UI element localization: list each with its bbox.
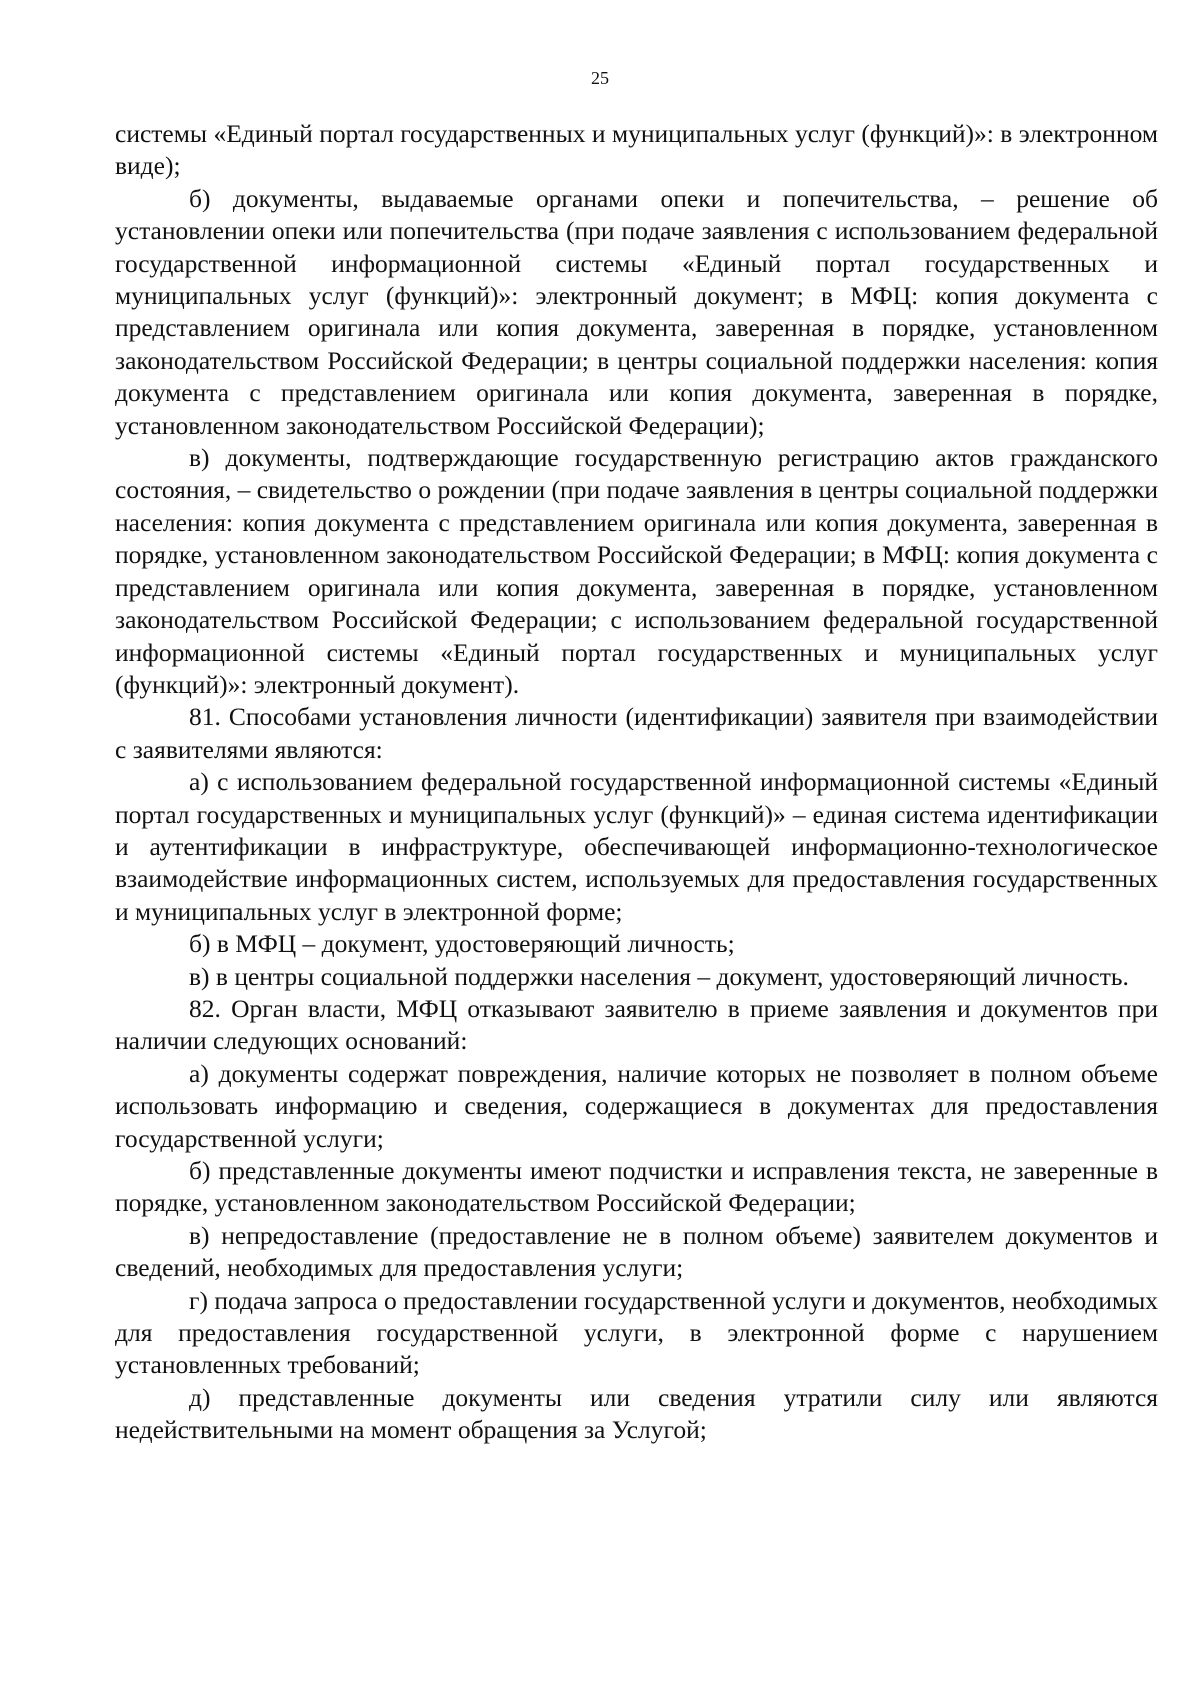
paragraph: б) документы, выдаваемые органами опеки и попечительства, – решение об установлении опеки или попечительства (при подаче заявления с использованием федеральной государственной информационной системы «Единый портал государственных и муниципальных услуг (функций)»: электронный документ; в МФЦ: копия документа с представлением оригинала или копия документа, заверенная в порядке, установленном законодательством Российской Федерации; в центры социальной поддержки населения: копия документа с представлением оригинала или копия документа, заверенная в порядке, установленном законодательством Российской Федерации); <box>115 183 1158 440</box>
page-number: 25 <box>591 68 609 88</box>
paragraph: б) в МФЦ – документ, удостоверяющий личность; <box>189 929 735 959</box>
paragraph: в) непредоставление (предоставление не в полном объеме) заявителем документов и сведений, необходимых для предоставления услуги; <box>115 1220 1158 1283</box>
paragraph: в) документы, подтверждающие государственную регистрацию актов гражданского состояния, – свидетельство о рождении (при подаче заявления в центры социальной поддержки населения: копия документа с представлением оригинала или копия документа, заверенная в порядке, установленном законодательством Российской Федерации; в МФЦ: копия документа с представлением оригинала или копия документа, заверенная в порядке, установленном законодательством Российской Федерации; с использованием федеральной государственной информационной системы «Единый портал государственных и муниципальных услуг (функций)»: электронный документ). <box>115 443 1158 699</box>
paragraph: а) документы содержат повреждения, наличие которых не позволяет в полном объеме использовать информацию и сведения, содержащиеся в документах для предоставления государственной услуги; <box>115 1058 1158 1153</box>
paragraph: д) представленные документы или сведения утратили силу или являются недействительными на момент обращения за Услугой; <box>115 1382 1158 1445</box>
paragraph: системы «Единый портал государственных и муниципальных услуг (функций)»: в электронном виде); <box>115 119 1158 181</box>
document-body <box>115 118 1158 1447</box>
paragraph: а) с использованием федеральной государственной информационной системы «Единый портал государственных и муниципальных услуг (функций)» – единая система идентификации и аутентификации в инфраструктуре, обеспечивающей информационно-технологическое взаимодействие информационных систем, используемых для предоставления государственных и муниципальных услуг в электронной форме; <box>115 767 1158 926</box>
paragraph: 81. Способами установления личности (идентификации) заявителя при взаимодействии с заявителями являются: <box>115 702 1158 764</box>
paragraph: б) представленные документы имеют подчистки и исправления текста, не заверенные в порядке, установленном законодательством Российской Федерации; <box>115 1156 1158 1218</box>
paragraph: в) в центры социальной поддержки населения – документ, удостоверяющий личность. <box>189 961 1129 991</box>
paragraph: г) подача запроса о предоставлении государственной услуги и документов, необходимых для предоставления государственной услуги, в электронной форме с нарушением установленных требований; <box>115 1285 1158 1380</box>
paragraph: 82. Орган власти, МФЦ отказывают заявителю в приеме заявления и документов при наличии следующих оснований: <box>115 993 1158 1056</box>
